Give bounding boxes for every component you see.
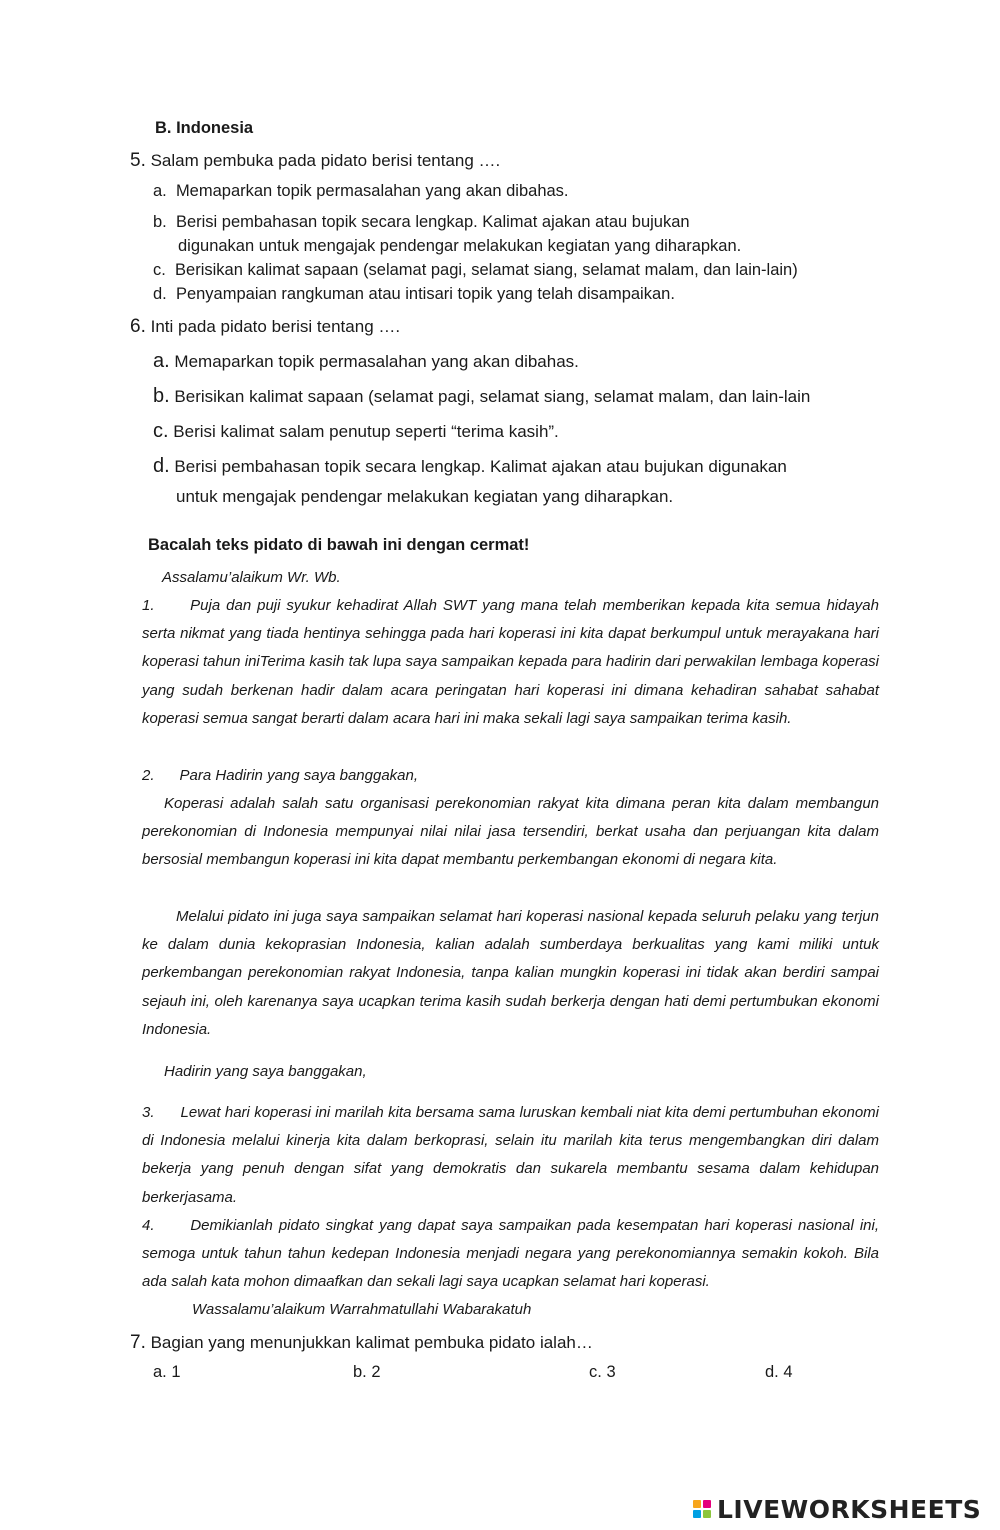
option-letter: d. <box>153 455 170 477</box>
option-7c[interactable] <box>589 1363 616 1382</box>
option-text: Memaparkan topik permasalahan yang akan dibahas. <box>175 182 569 200</box>
question-text: Bagian yang menunjukkan kalimat pembuka pidato ialah… <box>150 1333 593 1352</box>
question-7 <box>130 1332 593 1354</box>
section-label: B. Indonesia <box>155 119 254 137</box>
option-6d-continuation: untuk mengajak pendengar melakukan kegiatan yang diharapkan. <box>176 487 674 506</box>
option-5b-continuation: digunakan untuk mengajak pendengar melakukan kegiatan yang diharapkan. <box>178 237 742 255</box>
option-text: 2 <box>371 1363 381 1381</box>
option-7d[interactable] <box>765 1363 793 1382</box>
reading-instruction: Bacalah teks pidato di bawah ini dengan cermat! <box>148 536 530 554</box>
option-text: Berisikan kalimat sapaan (selamat pagi, selamat siang, selamat malam, dan lain-lain <box>174 387 811 406</box>
option-7a[interactable] <box>153 1363 181 1382</box>
option-text: Berisi kalimat salam penutup seperti “terima kasih”. <box>173 422 559 441</box>
option-letter: c. <box>153 261 166 279</box>
option-text: Berisi pembahasan topik secara lengkap. Kalimat ajakan atau bujukan <box>175 213 690 231</box>
option-letter: c. <box>153 420 169 442</box>
option-letter: c. <box>589 1363 602 1381</box>
option-letter: d. <box>765 1363 779 1381</box>
question-6 <box>130 316 400 338</box>
speech-paragraph-2-heading <box>142 767 418 784</box>
speech-greeting: Assalamu’alaikum Wr. Wb. <box>162 569 341 586</box>
option-letter: b. <box>153 213 167 231</box>
option-7b[interactable] <box>353 1363 381 1382</box>
option-5a[interactable] <box>153 182 569 201</box>
option-letter: a. <box>153 1363 167 1381</box>
option-6b[interactable] <box>153 385 810 408</box>
paragraph-number: 1. <box>142 597 155 614</box>
paragraph-text: Puja dan puji syukur kehadirat Allah SWT yang mana telah memberikan kepada kita semua hidayah serta nikmat yang tiada hentinya sehingga pada hari koperasi ini kita dapat berkumpul untuk merayakana hari koperasi tahun iniTerima kasih tak lupa saya sampaikan kepada para hadirin dari perwakilan lembaga koperasi yang sudah berkenan hadir dalam acara peringatan hari koperasi ini dimana kehadiran sahabat sahabat koperasi semua sangat berarti dalam acara hari ini maka sekali lagi saya sampaikan terima kasih. <box>142 597 879 727</box>
question-number: 5. <box>130 150 146 171</box>
question-5 <box>130 150 500 172</box>
question-number: 7. <box>130 1332 146 1353</box>
speech-paragraph-2a: Koperasi adalah salah satu organisasi perekonomian rakyat kita dimana peran kita dalam membangun perekonomian di Indonesia mempunyai nilai nilai jasa tersendiri, berkat usaha dan perjuangan kita dalam bersosial membangun koperasi ini kita dapat membantu perkembangan ekonomi di negara kita. <box>142 795 879 869</box>
option-text: Penyampaian rangkuman atau intisari topik yang telah disampaikan. <box>175 285 675 303</box>
option-letter: a. <box>153 182 167 200</box>
option-6a[interactable] <box>153 350 579 373</box>
paragraph-text: Lewat hari koperasi ini marilah kita bersama sama luruskan kembali niat kita demi pertumbuhan ekonomi di Indonesia melalui kinerja kita dalam berkoprasi, selain itu marilah kita terus mengembangkan diri dalam bekerja yang penuh dengan sifat yang demokratis dan sukarela membantu sesama dalam kehidupan berkerjasama. <box>142 1104 879 1206</box>
option-letter: b. <box>153 385 170 407</box>
option-6d[interactable] <box>153 455 787 478</box>
logo-text: LIVEWORKSHEETS <box>717 1494 982 1524</box>
option-letter: d. <box>153 285 167 303</box>
speech-paragraph-3 <box>142 1099 879 1212</box>
question-number: 6. <box>130 316 146 337</box>
option-5c[interactable] <box>153 261 798 280</box>
paragraph-number: 2. <box>142 767 155 784</box>
option-5d[interactable] <box>153 285 675 304</box>
speech-paragraph-1 <box>142 592 879 733</box>
option-text: Memaparkan topik permasalahan yang akan dibahas. <box>174 352 579 371</box>
paragraph-heading: Para Hadirin yang saya banggakan, <box>179 767 419 784</box>
speech-hadirin: Hadirin yang saya banggakan, <box>164 1063 367 1080</box>
speech-paragraph-4 <box>142 1212 879 1297</box>
paragraph-number: 4. <box>142 1217 155 1234</box>
option-6c[interactable] <box>153 420 559 443</box>
option-text: 3 <box>606 1363 616 1381</box>
question-text: Salam pembuka pada pidato berisi tentang …. <box>150 151 501 170</box>
liveworksheets-logo-icon <box>693 1500 711 1518</box>
option-text: Berisikan kalimat sapaan (selamat pagi, selamat siang, selamat malam, dan lain-lain) <box>175 261 798 279</box>
liveworksheets-logo[interactable] <box>693 1493 981 1525</box>
speech-paragraph-2b: Melalui pidato ini juga saya sampaikan selamat hari koperasi nasional kepada seluruh pelaku yang terjun ke dalam dunia kekoprasian Indonesia, kalian adalah sumberdaya berkualitas yang kami miliki untuk perkembangan perekonomian rakyat Indonesia, tanpa kalian mungkin koperasi ini tidak akan berdiri sampai sejauh ini, oleh karenanya saya ucapkan terima kasih sudah berkerja dengan hati demi pertumbukan ekonomi Indonesia. <box>142 908 879 1038</box>
option-letter: a. <box>153 350 170 372</box>
option-5b[interactable] <box>153 213 690 232</box>
option-text: 1 <box>171 1363 181 1381</box>
option-text: Berisi pembahasan topik secara lengkap. Kalimat ajakan atau bujukan digunakan <box>174 457 787 476</box>
question-text: Inti pada pidato berisi tentang …. <box>150 317 401 336</box>
paragraph-number: 3. <box>142 1104 155 1121</box>
speech-closing: Wassalamu’alaikum Warrahmatullahi Wabarakatuh <box>192 1301 532 1318</box>
option-letter: b. <box>353 1363 367 1381</box>
paragraph-text: Demikianlah pidato singkat yang dapat saya sampaikan pada kesempatan hari koperasi nasional ini, semoga untuk tahun tahun kedepan Indonesia menjadi negara yang perekonomiannya semakin kokoh. Bila ada salah kata mohon dimaafkan dan sekali lagi saya ucapkan selamat hari koperasi. <box>142 1217 879 1291</box>
option-text: 4 <box>783 1363 793 1381</box>
